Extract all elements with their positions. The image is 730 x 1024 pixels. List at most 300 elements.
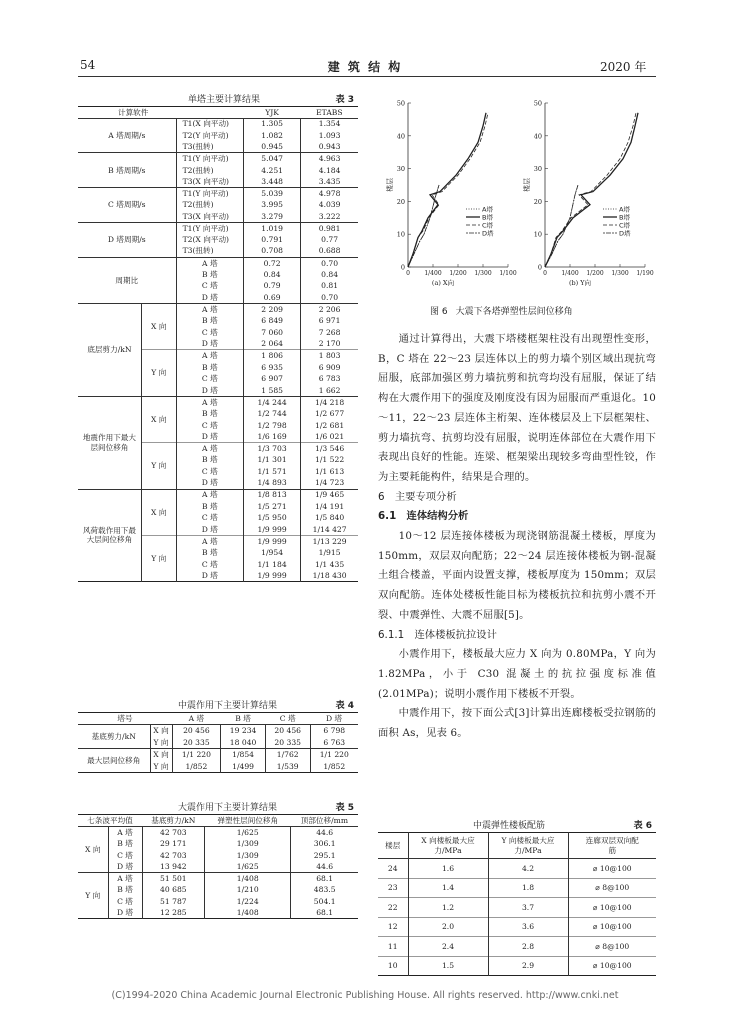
- table-row: [78, 153, 358, 165]
- table6-rebar: ⌀ 8@100: [595, 883, 630, 892]
- table-row: [78, 222, 358, 234]
- table3-yjk-value: 1/1 301: [244, 454, 301, 466]
- table3-etabs-value: 1/915: [318, 548, 341, 558]
- table6-header: X 向楼板最大应力/MPa: [408, 833, 488, 859]
- table5-title: 大震作用下主要计算结果: [178, 803, 278, 813]
- table3-item: A 塔: [176, 396, 243, 408]
- table5-tower: D 塔: [108, 861, 142, 873]
- table3: [78, 92, 358, 582]
- table5-shear: 40 685: [142, 884, 205, 896]
- chart-legend-label: B塔: [482, 213, 493, 222]
- table3-group-label: 底层剪力/kN: [78, 304, 141, 397]
- table5-drift: 1/408: [205, 873, 291, 885]
- table6-header: 连廊双层双向配筋: [585, 836, 639, 855]
- table5-displacement: 306.1: [313, 839, 336, 848]
- table3-yjk-value: 1.019: [244, 222, 301, 234]
- table3-etabs-value: 1/1 435: [315, 559, 345, 569]
- chart-series-line-C塔: [545, 113, 636, 267]
- table3-etabs-value: 1/9 465: [315, 490, 345, 500]
- table3-label: 表 3: [335, 95, 354, 105]
- table3-etabs-value: 0.70: [321, 292, 339, 302]
- body-text: [378, 330, 656, 744]
- table3-etabs-value: 0.688: [318, 246, 341, 256]
- table3-etabs-value: 2 206: [318, 304, 341, 314]
- table5-drift: 1/210: [205, 884, 291, 896]
- table4-value: 6 763: [323, 737, 346, 747]
- table-row: [378, 859, 656, 879]
- table-row: [78, 850, 358, 862]
- table5-shear: 12 285: [142, 907, 205, 919]
- table5-shear: 51 787: [142, 896, 205, 908]
- table3-item: T2(扭转): [176, 199, 243, 211]
- paragraph: 10～12 层连接体楼板为现浇钢筋混凝土楼板，厚度为 150mm，双层双向配筋；22～24 层连接体楼板为钢-混凝土组合楼盖，平面内设置支撑，楼板厚度为 150mm；双层双向配筋。连体处楼板性能目标为楼板抗拉和抗剪小震不开裂、中震弹性、大震不屈服[5]。: [378, 530, 656, 621]
- table3-item: T3(扭转): [176, 141, 243, 153]
- table3-yjk-value: 7 060: [244, 327, 301, 339]
- table3-item: D 塔: [176, 338, 243, 350]
- table3-yjk-value: 1/6 169: [244, 431, 301, 443]
- table3-yjk-value: 0.791: [244, 234, 301, 246]
- chart-y-tick-label: 0: [400, 263, 405, 272]
- journal-year: 2020 年: [600, 60, 647, 74]
- table5-tower: A 塔: [108, 827, 142, 839]
- chart-x-tick-label: 1/400: [424, 270, 442, 277]
- chart-x-tick-label: 0: [543, 270, 547, 277]
- table5-tower: C 塔: [108, 896, 142, 908]
- table3-group-label: D 塔周期/s: [78, 222, 176, 257]
- chart-y-tick-label: 40: [396, 132, 405, 141]
- table5-tower: C 塔: [108, 850, 142, 862]
- chart-legend-label: A塔: [482, 205, 493, 214]
- table3-item: T1(Y 向平动): [176, 153, 243, 165]
- table3-yjk-value: 0.945: [244, 141, 301, 153]
- table5-tower: B 塔: [108, 884, 142, 896]
- table3-grid: [78, 106, 358, 582]
- table4-direction: Y 向: [150, 761, 172, 773]
- table3-yjk-value: 1/9 999: [244, 535, 301, 547]
- table3-yjk-value: 0.84: [244, 269, 301, 281]
- chart-x-tick-label: 1/300: [474, 270, 492, 277]
- table4-direction: Y 向: [150, 737, 172, 749]
- table3-item: C 塔: [176, 559, 243, 571]
- table4-body: [78, 725, 358, 773]
- table3-etabs-value: 1.354: [318, 119, 341, 129]
- table-row: [78, 896, 358, 908]
- table3-item: T1(Y 向平动): [176, 222, 243, 234]
- table5-shear: 51 501: [142, 873, 205, 885]
- table3-yjk-value: 2 064: [244, 338, 301, 350]
- table3-item: D 塔: [176, 570, 243, 582]
- chart-x-tick-label: 1/200: [449, 270, 467, 277]
- chart-legend-label: B塔: [619, 213, 630, 222]
- table3-yjk-value: 1 585: [244, 385, 301, 397]
- table3-etabs-value: 1/4 191: [315, 501, 345, 511]
- table4-direction: X 向: [150, 725, 172, 737]
- figure6-caption: [430, 304, 573, 317]
- table4-value: 1/1 220: [172, 749, 221, 761]
- figure6-caption-text: 大震下各塔弹塑性层间位移角: [455, 307, 573, 317]
- table3-item: B 塔: [176, 408, 243, 420]
- chart-legend-label: A塔: [619, 205, 630, 214]
- chart-series-line-B塔: [408, 113, 486, 267]
- table3-item: C 塔: [176, 466, 243, 478]
- table3-etabs-value: 6 971: [318, 316, 341, 326]
- table3-yjk-value: 1/4 244: [244, 396, 301, 408]
- table3-item: A 塔: [176, 257, 243, 269]
- table5: [78, 800, 358, 919]
- table3-item: A 塔: [176, 535, 243, 547]
- table6-title: 中震弹性楼板配筋: [473, 821, 546, 831]
- table3-header: ETABS: [316, 107, 343, 117]
- table6-rebar: ⌀ 10@100: [592, 902, 632, 912]
- chart-x-tick-label: 1/300: [611, 270, 629, 277]
- table3-direction: X 向: [141, 489, 176, 535]
- table3-etabs-value: 3.222: [318, 211, 341, 221]
- table3-item: T2(Y 向平动): [176, 130, 243, 142]
- table3-yjk-value: 1.082: [244, 130, 301, 142]
- table3-etabs-value: 1/14 427: [312, 524, 347, 534]
- table5-displacement: 483.5: [313, 885, 336, 894]
- table3-etabs-value: 6 783: [318, 374, 341, 384]
- chart-y-tick-label: 30: [396, 165, 405, 174]
- table3-direction: Y 向: [141, 443, 176, 489]
- table6-floor: 24: [378, 859, 408, 879]
- table6-x-stress: 1.4: [408, 878, 488, 898]
- table6-y-stress: 3.7: [488, 898, 568, 918]
- section-heading: 6 主要专项分析: [378, 490, 457, 503]
- table4-header: 塔号: [117, 713, 133, 723]
- table3-etabs-value: 2 170: [318, 339, 341, 349]
- table3-item: A 塔: [176, 443, 243, 455]
- chart-y-tick-label: 20: [396, 197, 405, 206]
- table3-body: [78, 118, 358, 582]
- table5-shear: 42 703: [142, 827, 205, 839]
- table3-etabs-value: 1.093: [318, 130, 341, 140]
- table3-yjk-value: 1/3 703: [244, 443, 301, 455]
- table5-displacement: 44.6: [316, 861, 334, 871]
- table3-yjk-value: 5.047: [244, 153, 301, 165]
- chart-y-axis-label: 楼层: [523, 178, 531, 192]
- table3-yjk-value: 4.251: [244, 164, 301, 176]
- table3-header: 计算软件: [118, 107, 149, 117]
- table3-direction: X 向: [141, 304, 176, 350]
- table6-rebar: ⌀ 10@100: [592, 961, 632, 970]
- table4: [78, 698, 358, 773]
- table6-header: 楼层: [378, 833, 408, 859]
- table4-grid: [78, 712, 358, 773]
- table3-yjk-value: 3.448: [244, 176, 301, 188]
- table4-value: 1/499: [221, 761, 266, 773]
- paragraph: 通过计算得出，大震下塔楼框架柱没有出现塑性变形，B，C 塔在 22～23 层连体以上的剪力墙个别区域出现抗弯屈服，底部加强区剪力墙抗剪和抗弯均没有屈服，保证了结构在大震作用下的强度及刚度没有因为屈服而严重退化。10～11，22～23 层连体主桁架、连体楼层及上下层框架柱、剪力墙抗弯、抗剪均没有屈服，说明连体部位在大震作用下表现出良好的性能。连梁、框架梁出现较多弯曲型性铰，作为主要耗能构件，结果是合理的。: [378, 333, 656, 483]
- table-row: [78, 861, 358, 873]
- table3-group-label: B 塔周期/s: [78, 153, 176, 188]
- table3-item: C 塔: [176, 420, 243, 432]
- table3-group-label: 风荷载作用下最大层间位移角: [78, 489, 141, 582]
- table6-floor: 23: [378, 878, 408, 898]
- table6-x-stress: 1.6: [408, 859, 488, 879]
- table3-yjk-value: 0.79: [244, 280, 301, 292]
- table4-group-label: 基底剪力/kN: [78, 725, 150, 749]
- table3-etabs-value: 1 662: [318, 385, 341, 395]
- table4-label: 表 4: [335, 701, 354, 711]
- table3-item: T2(扭转): [176, 164, 243, 176]
- table6-floor: 22: [378, 898, 408, 918]
- table5-drift: 1/224: [205, 896, 291, 908]
- table-row: [78, 257, 358, 269]
- figure6-chart: [380, 95, 660, 295]
- table3-direction: X 向: [141, 396, 176, 442]
- table3-group-label: 地震作用下最大层间位移角: [78, 396, 141, 489]
- table3-item: T1(X 向平动): [176, 118, 243, 130]
- table6: [378, 818, 656, 976]
- table3-yjk-value: 1/5 950: [244, 512, 301, 524]
- section-heading: 6.1.1 连体楼板抗拉设计: [378, 628, 497, 641]
- table3-direction: Y 向: [141, 535, 176, 581]
- table3-yjk-value: 2 209: [244, 304, 301, 316]
- table5-drift: 1/309: [205, 850, 291, 862]
- header-rule: [78, 76, 656, 77]
- table4-header: C 塔: [279, 713, 296, 723]
- table3-yjk-value: 6 935: [244, 362, 301, 374]
- chart-x-tick-label: 0: [406, 270, 410, 277]
- table5-header: 顶部位移/mm: [300, 815, 349, 825]
- table3-item: D 塔: [176, 478, 243, 490]
- table3-etabs-value: 0.981: [318, 223, 341, 233]
- table3-etabs-value: 1/18 430: [312, 571, 347, 581]
- table5-displacement: 504.1: [313, 896, 336, 906]
- table3-etabs-value: 1/6 021: [315, 431, 345, 441]
- table3-etabs-value: 4.978: [318, 188, 341, 198]
- table3-item: C 塔: [176, 280, 243, 292]
- chart-y-tick-label: 40: [533, 132, 542, 141]
- table4-header: D 塔: [325, 713, 343, 723]
- table6-y-stress: 4.2: [488, 859, 568, 879]
- table4-value: 20 335: [265, 737, 310, 749]
- table3-yjk-value: 0.69: [244, 292, 301, 304]
- table5-drift: 1/309: [205, 838, 291, 850]
- table3-etabs-value: 3.435: [318, 176, 341, 186]
- table3-yjk-value: 1/5 271: [244, 501, 301, 513]
- table3-etabs-value: 4.963: [318, 154, 341, 164]
- table5-shear: 29 171: [142, 838, 205, 850]
- table3-etabs-value: 1/2 681: [315, 420, 345, 430]
- table6-y-stress: 2.9: [488, 956, 568, 976]
- chart-y-tick-label: 10: [396, 230, 405, 239]
- table6-label: 表 6: [633, 821, 652, 831]
- table3-etabs-value: 1/3 546: [315, 444, 345, 454]
- table-row: [78, 749, 358, 761]
- copyright-footer: (C)1994-2020 China Academic Journal Electronic Publishing House. All rights reserved. http://www.cnki.net: [111, 990, 619, 1001]
- table6-rebar: ⌀ 8@100: [595, 941, 630, 951]
- table3-etabs-value: 1/5 840: [315, 513, 345, 523]
- chart-y-tick-label: 20: [533, 197, 542, 206]
- table5-shear: 42 703: [142, 850, 205, 862]
- table5-displacement: 44.6: [316, 827, 334, 837]
- chart-legend-label: D塔: [482, 229, 494, 238]
- table3-yjk-value: 1/954: [244, 547, 301, 559]
- chart-legend-label: C塔: [482, 221, 494, 230]
- table3-item: B 塔: [176, 315, 243, 327]
- table-row: [78, 725, 358, 737]
- table3-yjk-value: 1.305: [244, 118, 301, 130]
- table-row: [78, 489, 358, 501]
- table6-x-stress: 2.0: [408, 917, 488, 937]
- table-row: [378, 898, 656, 918]
- table3-yjk-value: 1/2 798: [244, 420, 301, 432]
- table4-header: B 塔: [235, 713, 251, 723]
- table5-shear: 13 942: [142, 861, 205, 873]
- table3-etabs-value: 1/2 677: [315, 408, 345, 418]
- table5-displacement: 68.1: [316, 873, 334, 883]
- chart-subtitle: (a) X向: [431, 279, 455, 287]
- table3-yjk-value: 1/9 999: [244, 524, 301, 536]
- table3-yjk-value: 1/9 999: [244, 570, 301, 582]
- table3-group-label: 周期比: [78, 257, 176, 303]
- chart-x-tick-label: 1/190: [636, 270, 654, 277]
- table3-item: T3(X 向平动): [176, 176, 243, 188]
- table3-yjk-value: 6 849: [244, 315, 301, 327]
- table3-etabs-value: 0.943: [318, 142, 341, 152]
- table-row: [78, 907, 358, 919]
- table4-value: 1/854: [221, 749, 266, 761]
- table4-group-label: 最大层间位移角: [78, 749, 150, 773]
- table3-etabs-value: 0.70: [321, 258, 339, 268]
- table5-direction: Y 向: [78, 873, 108, 919]
- table4-header: A 塔: [188, 713, 205, 723]
- table3-item: D 塔: [176, 431, 243, 443]
- table3-etabs-value: 1/1 613: [315, 466, 345, 476]
- table3-group-label: C 塔周期/s: [78, 188, 176, 223]
- paragraph: 小震作用下，楼板最大应力 X 向为 0.80MPa，Y 向为 1.82MPa，小于 C30 混凝土的抗拉强度标准值(2.01MPa)；说明小震作用下楼板不开裂。: [378, 648, 656, 700]
- table3-direction: Y 向: [141, 350, 176, 396]
- chart-legend-label: D塔: [619, 229, 631, 238]
- chart-x-tick-label: 1/400: [561, 270, 579, 277]
- table5-tower: D 塔: [108, 907, 142, 919]
- table3-item: T3(X 向平动): [176, 211, 243, 223]
- table4-value: 19 234: [221, 725, 266, 737]
- table3-etabs-value: 7 268: [318, 327, 341, 337]
- table4-value: 18 040: [221, 737, 266, 749]
- table3-yjk-value: 3.279: [244, 211, 301, 223]
- table5-direction: X 向: [78, 827, 108, 873]
- table3-yjk-value: 0.72: [244, 257, 301, 269]
- table4-value: 20 335: [172, 737, 221, 749]
- table3-item: B 塔: [176, 547, 243, 559]
- figure6-caption-number: 图 6: [430, 307, 448, 317]
- table5-drift: 1/625: [205, 827, 291, 839]
- table4-title: 中震作用下主要计算结果: [178, 701, 278, 711]
- table3-etabs-value: 0.81: [321, 281, 339, 291]
- table3-item: B 塔: [176, 362, 243, 374]
- table5-tower: A 塔: [108, 873, 142, 885]
- table3-item: T3(扭转): [176, 246, 243, 258]
- table3-etabs-value: 1/1 522: [315, 455, 345, 465]
- table-row: [78, 304, 358, 316]
- table-row: [78, 188, 358, 200]
- table-row: [78, 838, 358, 850]
- table6-floor: 12: [378, 917, 408, 937]
- table6-body: [378, 859, 656, 976]
- chart-series-line-B塔: [545, 113, 638, 267]
- table3-header: YJK: [265, 107, 279, 117]
- table5-header: 七条波平均值: [87, 815, 133, 825]
- table3-yjk-value: 0.708: [244, 246, 301, 258]
- table3-etabs-value: 0.77: [321, 235, 339, 245]
- table3-title: 单塔主要计算结果: [188, 95, 261, 105]
- table3-etabs-value: 6 909: [318, 362, 341, 372]
- table3-item: B 塔: [176, 269, 243, 281]
- figure6: [380, 95, 660, 300]
- table3-yjk-value: 3.995: [244, 199, 301, 211]
- table5-grid: [78, 814, 358, 919]
- table3-etabs-value: 1/4 723: [315, 478, 345, 488]
- table3-etabs-value: 1/13 229: [312, 536, 347, 546]
- chart-series-line-C塔: [408, 113, 488, 267]
- table3-item: T2(X 向平动): [176, 234, 243, 246]
- table3-group-label: A 塔周期/s: [78, 118, 176, 153]
- chart-legend-label: C塔: [619, 221, 631, 230]
- table5-header: 基底剪力/kN: [151, 815, 196, 825]
- table3-yjk-value: 1/4 893: [244, 478, 301, 490]
- table3-etabs-value: 4.184: [318, 165, 341, 175]
- table4-value: 20 456: [172, 725, 221, 737]
- chart-subtitle: (b) Y向: [568, 279, 592, 287]
- table-row: [78, 873, 358, 885]
- table6-floor: 11: [378, 937, 408, 957]
- chart-y-axis-label: 楼层: [386, 178, 394, 192]
- table-row: [78, 396, 358, 408]
- table3-item: T1(Y 向平动): [176, 188, 243, 200]
- table3-yjk-value: 1/2 744: [244, 408, 301, 420]
- table6-x-stress: 1.5: [408, 956, 488, 976]
- table4-value: 1/852: [323, 761, 346, 771]
- table5-body: [78, 827, 358, 919]
- table3-etabs-value: 1/4 218: [315, 397, 345, 407]
- table6-x-stress: 2.4: [408, 937, 488, 957]
- table6-y-stress: 2.8: [488, 937, 568, 957]
- table4-value: 20 456: [265, 725, 310, 737]
- table5-drift: 1/408: [205, 907, 291, 919]
- table5-header: 弹塑性层间位移角: [217, 815, 279, 825]
- chart-y-tick-label: 10: [533, 230, 542, 239]
- table-row: [378, 917, 656, 937]
- table5-label: 表 5: [335, 803, 354, 813]
- table-row: [78, 827, 358, 839]
- table3-item: B 塔: [176, 501, 243, 513]
- table4-value: 1/539: [265, 761, 310, 773]
- table3-item: C 塔: [176, 373, 243, 385]
- journal-name: 建 筑 结 构: [327, 60, 403, 74]
- chart-x-tick-label: 1/100: [499, 270, 517, 277]
- table3-yjk-value: 5.039: [244, 188, 301, 200]
- table3-yjk-value: 1/8 813: [244, 489, 301, 501]
- page-number: 54: [80, 58, 96, 72]
- table5-drift: 1/625: [205, 861, 291, 873]
- table3-etabs-value: 4.039: [318, 200, 341, 210]
- section-heading: 6.1 连体结构分析: [378, 510, 469, 523]
- table3-yjk-value: 1/1 184: [244, 559, 301, 571]
- chart-y-tick-label: 0: [537, 263, 542, 272]
- paragraph: 中震作用下，按下面公式[3]计算出连廊楼板受拉钢筋的面积 As，见表 6。: [378, 707, 656, 740]
- table-row: [78, 884, 358, 896]
- chart-y-tick-label: 30: [533, 165, 542, 174]
- table3-item: A 塔: [176, 489, 243, 501]
- table6-floor: 10: [378, 956, 408, 976]
- table6-header: Y 向楼板最大应力/MPa: [488, 833, 568, 859]
- table5-tower: B 塔: [108, 838, 142, 850]
- table3-item: D 塔: [176, 292, 243, 304]
- table3-item: D 塔: [176, 385, 243, 397]
- table4-value: 6 798: [323, 726, 346, 735]
